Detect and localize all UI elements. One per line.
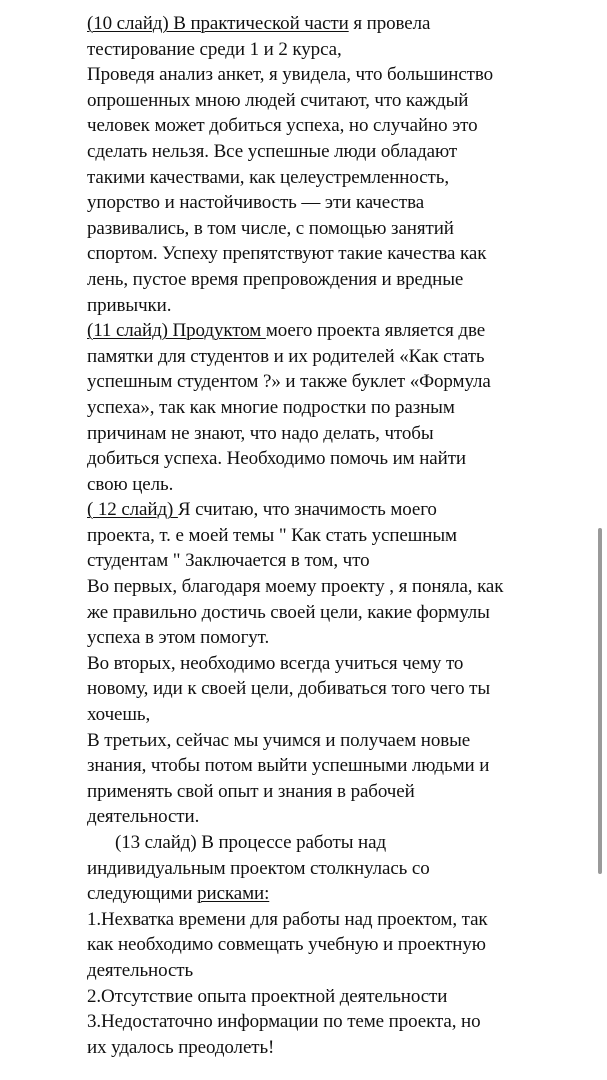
- text-line: [87, 1035, 592, 1061]
- text-line: [87, 446, 592, 472]
- text-run: упорство и настойчивость — эти качества: [87, 192, 425, 214]
- text-line: [87, 293, 592, 319]
- text-line: [87, 88, 592, 114]
- text-line: [87, 984, 592, 1010]
- document-text: [87, 11, 592, 1060]
- text-run: Я считаю, что значимость моего: [177, 499, 437, 521]
- text-line: [87, 216, 592, 242]
- text-run: студентам " Заключается в том, что: [87, 550, 370, 572]
- text-line: [87, 804, 592, 830]
- text-line: [87, 574, 592, 600]
- text-run: применять свой опыт и знания в рабочей: [87, 780, 415, 802]
- text-run: (13 слайд) В процессе работы над: [115, 832, 387, 853]
- text-run: же правильно достичь своей цели, какие формулы: [87, 601, 490, 623]
- scrollbar[interactable]: [599, 0, 605, 1080]
- text-run: 2.Отсутствие опыта проектной деятельности: [87, 985, 448, 1007]
- text-line: [87, 165, 592, 191]
- text-line: [87, 958, 592, 984]
- text-run: 1.Нехватка времени для работы над проектом, так: [87, 908, 488, 930]
- text-run: памятки для студентов и их родителей «Как стать: [87, 345, 485, 367]
- text-run: опрошенных мною людей считают, что каждый: [87, 89, 469, 111]
- text-line: [87, 651, 592, 677]
- text-run: деятельность: [87, 959, 194, 981]
- text-run: Во вторых, необходимо всегда учиться чему то: [87, 652, 464, 674]
- text-run: человек может добиться успеха, но случайно это: [87, 115, 478, 137]
- underlined-text: ( 12 слайд): [87, 499, 178, 521]
- text-line: [87, 702, 592, 728]
- text-run: свою цель.: [87, 473, 174, 495]
- text-run: знания, чтобы потом выйти успешными людьми и: [87, 755, 490, 777]
- text-line: [87, 497, 592, 523]
- underlined-text: рисками:: [197, 883, 270, 905]
- text-line: [87, 241, 592, 267]
- text-run: деятельности.: [87, 806, 200, 828]
- text-run: спортом. Успеху препятствуют такие качества как: [87, 243, 487, 265]
- text-line: [87, 856, 592, 882]
- text-line: [87, 728, 592, 754]
- text-line: [87, 625, 592, 651]
- text-run: развивались, в том числе, с помощью занятий: [87, 217, 454, 239]
- text-line: [87, 472, 592, 498]
- text-run: новому, иди к своей цели, добиваться того чего ты: [87, 678, 491, 700]
- text-line: [87, 523, 592, 549]
- text-line: [87, 907, 592, 933]
- text-run: я провела: [348, 13, 431, 34]
- text-run: индивидуальным проектом столкнулась со: [87, 857, 430, 879]
- text-line: [87, 830, 592, 856]
- text-line: [87, 190, 592, 216]
- text-run: лень, пустое время препровождения и вредные: [87, 268, 464, 290]
- text-run: успешным студентом ?» и также буклет «Формула: [87, 371, 491, 393]
- text-run: Проведя анализ анкет, я увидела, что большинство: [87, 64, 494, 86]
- text-run: следующими: [87, 883, 198, 905]
- text-line: [87, 932, 592, 958]
- text-line: [87, 548, 592, 574]
- text-line: [87, 344, 592, 370]
- text-run: сделать нельзя. Все успешные люди обладают: [87, 140, 458, 162]
- scrollbar-thumb[interactable]: [598, 528, 602, 874]
- text-run: 3.Недостаточно информации по теме проекта, но: [87, 1011, 481, 1033]
- text-line: [87, 421, 592, 447]
- text-line: [87, 676, 592, 702]
- text-run: проекта, т. е моей темы " Как стать успешным: [87, 524, 457, 546]
- text-line: [87, 753, 592, 779]
- text-run: добиться успеха. Необходимо помочь им найти: [87, 448, 466, 470]
- text-run: такими качествами, как целеустремленность,: [87, 166, 449, 188]
- text-line: [87, 1009, 592, 1035]
- text-run: их удалось преодолеть!: [87, 1036, 275, 1058]
- text-line: [87, 395, 592, 421]
- text-run: привычки.: [87, 294, 172, 316]
- text-run: тестирование среди 1 и 2 курса,: [87, 38, 342, 60]
- text-run: Во первых, благодаря моему проекту , я поняла, как: [87, 576, 504, 598]
- text-run: успеха», так как многие подростки по разным: [87, 396, 455, 418]
- text-run: как необходимо совмещать учебную и проектную: [87, 934, 486, 956]
- text-line: [87, 62, 592, 88]
- text-run: моего проекта является две: [265, 320, 486, 342]
- text-line: [87, 369, 592, 395]
- text-run: успеха в этом помогут.: [87, 627, 270, 649]
- underlined-text: (10 слайд) В практической части: [87, 13, 349, 34]
- text-line: [87, 779, 592, 805]
- text-line: [87, 318, 592, 344]
- underlined-text: (11 слайд) Продуктом: [87, 320, 266, 342]
- text-run: причинам не знают, что надо делать, чтобы: [87, 422, 434, 444]
- text-line: [87, 113, 592, 139]
- text-line: [87, 881, 592, 907]
- text-line: [87, 11, 592, 37]
- text-line: [87, 600, 592, 626]
- text-line: [87, 139, 592, 165]
- text-run: В третьих, сейчас мы учимся и получаем новые: [87, 729, 471, 751]
- text-line: [87, 267, 592, 293]
- text-run: хочешь,: [87, 704, 151, 726]
- text-line: [87, 37, 592, 63]
